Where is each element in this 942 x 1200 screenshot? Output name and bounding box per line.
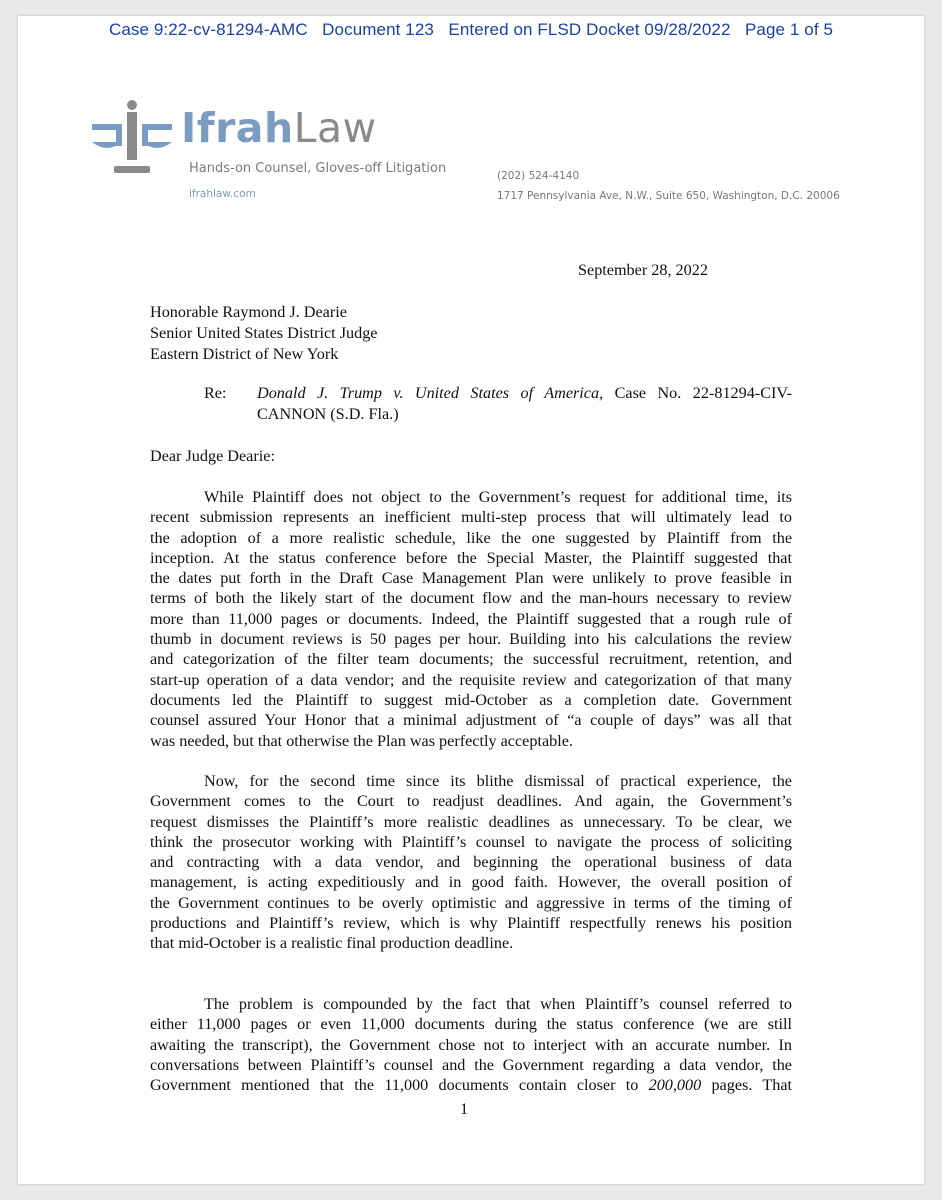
paragraph-line: think the prosecutor working with Plaintiff’s counsel to navigate the process of soliciting <box>150 832 792 851</box>
case-number-part2: CANNON (S.D. Fla.) <box>257 405 399 423</box>
recipient-court: Eastern District of New York <box>150 345 339 363</box>
paragraph-line: the adoption of a more realistic schedule, like the one suggested by Plaintiff from the <box>150 528 792 547</box>
line-text: Government mentioned that the 11,000 documents contain closer to <box>150 1076 649 1095</box>
paragraph-line: awaiting the transcript), the Government chose not to interject with an accurate number. In <box>150 1035 792 1054</box>
paragraph-line: the Government continues to be overly optimistic and aggressive in terms of the timing of <box>150 893 792 912</box>
paragraph-line: recent submission represents an inefficient multi-step process that will ultimately lead to <box>150 508 792 527</box>
paragraph-line: the dates put forth in the Draft Case Management Plan were unlikely to prove feasible in <box>150 569 792 588</box>
firm-tagline: Hands-on Counsel, Gloves-off Litigation <box>189 161 447 176</box>
paragraph-line: terms of both the likely start of the document flow and the man-hours necessary to review <box>150 589 792 608</box>
recipient-name: Honorable Raymond J. Dearie <box>150 303 347 321</box>
paragraph-line: and categorization of the filter team documents; the successful recruitment, retention, and <box>150 650 792 669</box>
paragraph-line: management, is acting expeditiously and in good faith. However, the overall position of <box>150 873 792 892</box>
line-text: pages. That <box>701 1076 793 1095</box>
paragraph-line: request dismisses the Plaintiff’s more realistic deadlines as unnecessary. To be clear, we <box>150 812 792 831</box>
salutation: Dear Judge Dearie: <box>150 447 275 465</box>
paragraph-line: The problem is compounded by the fact that when Plaintiff’s counsel referred to <box>204 995 792 1013</box>
paragraph-line: either 11,000 pages or even 11,000 documents during the status conference (we are still <box>150 1015 792 1034</box>
firm-name-part1: Ifrah <box>181 104 294 152</box>
re-label: Re: <box>204 384 227 402</box>
paragraph-line: Government comes to the Court to readjust deadlines. And again, the Government’s <box>150 792 792 811</box>
firm-phone: (202) 524-4140 <box>497 170 580 182</box>
paragraph-line: conversations between Plaintiff’s counsel and the Government regarding a data vendor, the <box>150 1055 792 1074</box>
recipient-block <box>150 302 378 365</box>
re-line-1 <box>257 383 792 404</box>
re-line <box>257 383 792 425</box>
firm-logo-wordmark <box>181 104 377 152</box>
page-number: 1 <box>460 1100 469 1118</box>
paragraph-line: and contracting with a data vendor, and beginning the operational business of data <box>150 853 792 872</box>
emphasized-count: 200,000 <box>648 1076 702 1095</box>
paragraph-line: Now, for the second time since its blithe dismissal of practical experience, the <box>204 772 792 790</box>
paragraph-line: inception. At the status conference before the Special Master, the Plaintiff suggested that <box>150 548 792 567</box>
firm-name-part2: Law <box>293 104 377 152</box>
paragraph-line: counsel assured Your Honor that a minimal adjustment of “a couple of days” was all that <box>150 711 792 730</box>
case-number-part1: , Case No. 22-81294-CIV- <box>599 384 792 402</box>
letter-date: September 28, 2022 <box>578 261 708 279</box>
paragraph-line: was needed, but that otherwise the Plan was perfectly acceptable. <box>150 731 573 750</box>
docket-header: Case 9:22-cv-81294-AMC Document 123 Entered on FLSD Docket 09/28/2022 Page 1 of 5 <box>108 20 834 39</box>
paragraph-line: start-up operation of a data vendor; and the requisite review and categorization of that many <box>150 670 792 689</box>
paragraph-line: While Plaintiff does not object to the Government’s request for additional time, its <box>204 488 792 506</box>
paragraph-line: more than 11,000 pages or documents. Indeed, the Plaintiff suggested that a rough rule of <box>150 609 792 628</box>
scales-of-justice-icon <box>92 98 172 183</box>
paragraph-line: documents led the Plaintiff to suggest mid-October as a completion date. Government <box>150 690 792 709</box>
paragraph-line: productions and Plaintiff’s review, which is why Plaintiff respectfully renews his position <box>150 914 792 933</box>
paragraph-2 <box>150 771 792 954</box>
paragraph-3 <box>150 994 792 1095</box>
case-name: Donald J. Trump v. United States of America <box>257 384 600 402</box>
paragraph-line: thumb in document reviews is 50 pages per hour. Building into his calculations the review <box>150 630 792 649</box>
paragraph-1 <box>150 487 792 751</box>
recipient-title: Senior United States District Judge <box>150 324 378 342</box>
firm-website: ifrahlaw.com <box>189 188 256 200</box>
paragraph-line: that mid-October is a realistic final production deadline. <box>150 934 514 953</box>
paragraph-line <box>150 1075 792 1095</box>
firm-address: 1717 Pennsylvania Ave, N.W., Suite 650, Washington, D.C. 20006 <box>497 190 840 202</box>
